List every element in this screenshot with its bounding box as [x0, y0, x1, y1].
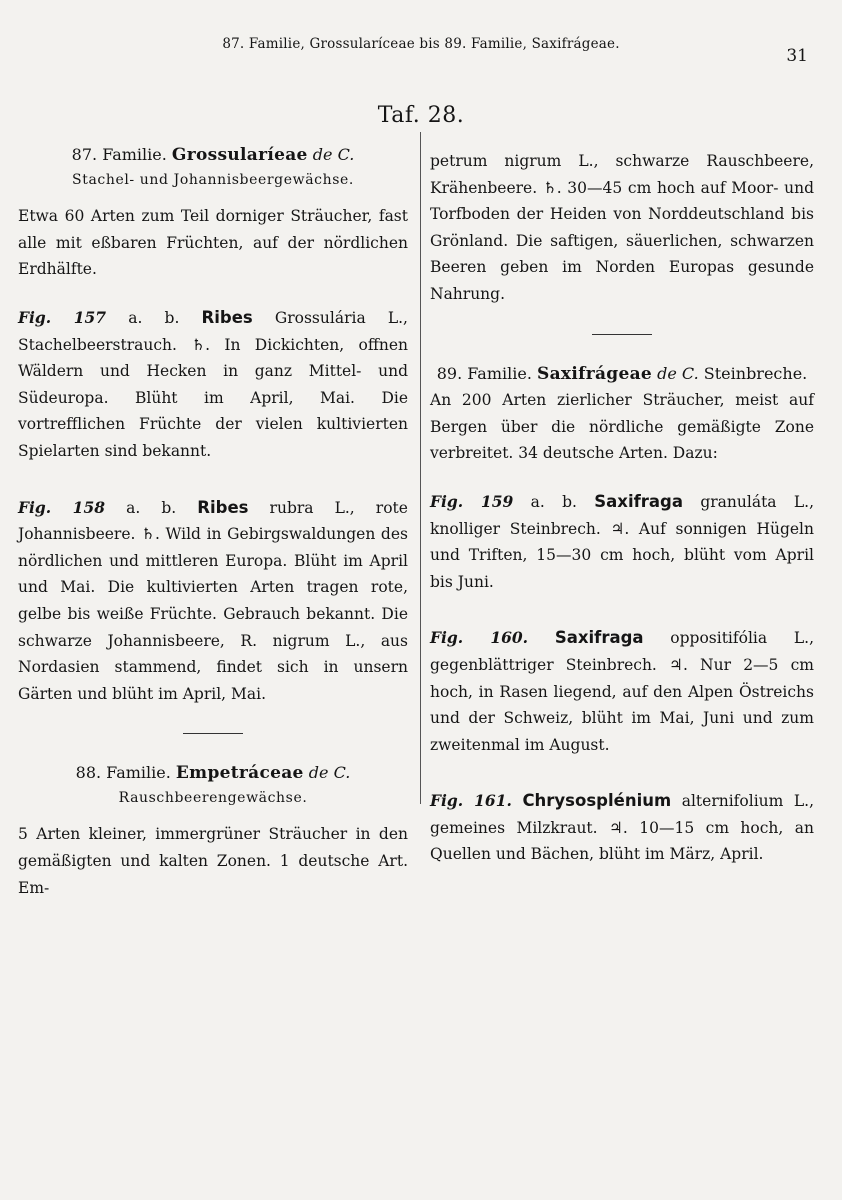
fig-159-entry	[430, 489, 814, 595]
family-87-heading	[18, 142, 408, 169]
fig-160-label: Fig. 160.	[430, 628, 529, 648]
section-separator	[592, 334, 652, 335]
family-common-name: Steinbreche.	[703, 363, 808, 383]
family-author: de C.	[312, 145, 355, 164]
fig-161-entry	[430, 788, 814, 868]
family-number: 89. Familie.	[436, 363, 532, 383]
fig-158-sub: a. b.	[126, 498, 177, 517]
family-88-description: 5 Arten kleiner, immergrüner Sträucher in den gemäßigten und kalten Zonen. 1 deutsche Art. Em-	[18, 825, 408, 897]
column-divider	[420, 132, 421, 804]
fig-160-text: oppositifólia L., gegenblättriger Steinbrech. ♃. Nur 2—5 cm hoch, in Rasen liegend, auf den Alpen Östreichs und der Schweiz, blüht im Mai, Juni und zum zweitenmal im August.	[430, 629, 814, 754]
fig-159-text: granuláta L., knolliger Steinbrech. ♃. Auf sonnigen Hügeln und Triften, 15—30 cm hoch, blüht vom April bis Juni.	[430, 492, 814, 591]
family-87-common-name: Stachel- und Johannisbeergewächse.	[72, 171, 354, 188]
family-author: de C.	[308, 763, 351, 783]
fig-159-genus: Saxifraga	[594, 491, 683, 511]
fig-157-genus: Ribes	[201, 307, 253, 327]
fig-157-entry	[18, 305, 408, 465]
plate-title: Taf. 28.	[377, 103, 465, 128]
family-87-description: Etwa 60 Arten zum Teil dorniger Sträucher, fast alle mit eßbaren Früchten, auf der nördlichen Erdhälfte.	[18, 207, 408, 279]
family-author: de C.	[657, 363, 699, 383]
fig-157-sub: a. b.	[128, 308, 180, 327]
family-latin-name: Saxifrágeae	[537, 363, 653, 384]
fig-158-label: Fig. 158	[18, 497, 106, 517]
fig-158-text: rubra L., rote Johannisbeere. ♄. Wild in Gebirgswaldungen des nördlichen und mittleren Europa. Blüht im April und Mai. Die kultivierten Arten tragen rote, gelbe bis weiße Früchte. Gebrauch bekannt. Die schwarze Johannisbeere, R. nigrum L., aus Nordasien stammend, findet sich in unsern Gärten und blüht im April, Mai.	[18, 498, 408, 703]
right-column	[430, 148, 814, 868]
fig-161-text: alternifolium L., gemeines Milzkraut. ♃. 10—15 cm hoch, an Quellen und Bächen, blüht im März, April.	[430, 792, 815, 864]
fig-159-label: Fig. 159	[430, 491, 514, 511]
family-88-common-name: Rauschbeerengewächse.	[118, 789, 308, 806]
fig-161-label: Fig. 161.	[430, 791, 512, 811]
family-89-description: An 200 Arten zierlicher Sträucher, meist auf Bergen über die nördliche gemäßigte Zone verbreitet. 34 deutsche Arten. Dazu:	[430, 391, 814, 463]
family-number: 87. Familie.	[71, 145, 167, 164]
left-column	[18, 142, 408, 901]
fig-158-genus: Ribes	[197, 497, 249, 517]
fig-157-label: Fig. 157	[18, 307, 107, 327]
fig-161-genus: Chrysosplénium	[522, 791, 672, 811]
family-number: 88. Familie.	[75, 763, 171, 783]
family-latin-name: Empetráceae	[175, 763, 304, 784]
fig-160-entry	[430, 625, 814, 758]
running-head: 87. Familie, Grossularíceae bis 89. Familie, Saxifrágeae.	[222, 36, 620, 52]
family-latin-name: Grossularíeae	[171, 145, 308, 165]
family-88-heading	[18, 760, 408, 787]
section-separator	[183, 733, 243, 734]
fig-158-entry	[18, 495, 408, 708]
empetrum-continuation: petrum nigrum L., schwarze Rauschbeere, Krähenbeere. ♄. 30—45 cm hoch auf Moor- und Torfboden der Heiden von Norddeutschland bis Grönland. Die saftigen, säuerlichen, schwarzen Beeren geben im Norden Europas gesunde Nahrung.	[430, 152, 814, 303]
page-number: 31	[786, 46, 808, 66]
fig-159-sub: a. b.	[530, 492, 577, 511]
fig-160-genus: Saxifraga	[554, 628, 644, 648]
fig-157-text: Grossulária L., Stachelbeerstrauch. ♄. In Dickichten, offnen Wäldern und Hecken in ganz Mittel- und Südeuropa. Blüht im April, Mai. Die vortrefflichen Früchte der vielen kultivierten Spielarten sind bekannt.	[18, 308, 408, 460]
family-89-heading	[430, 361, 814, 388]
